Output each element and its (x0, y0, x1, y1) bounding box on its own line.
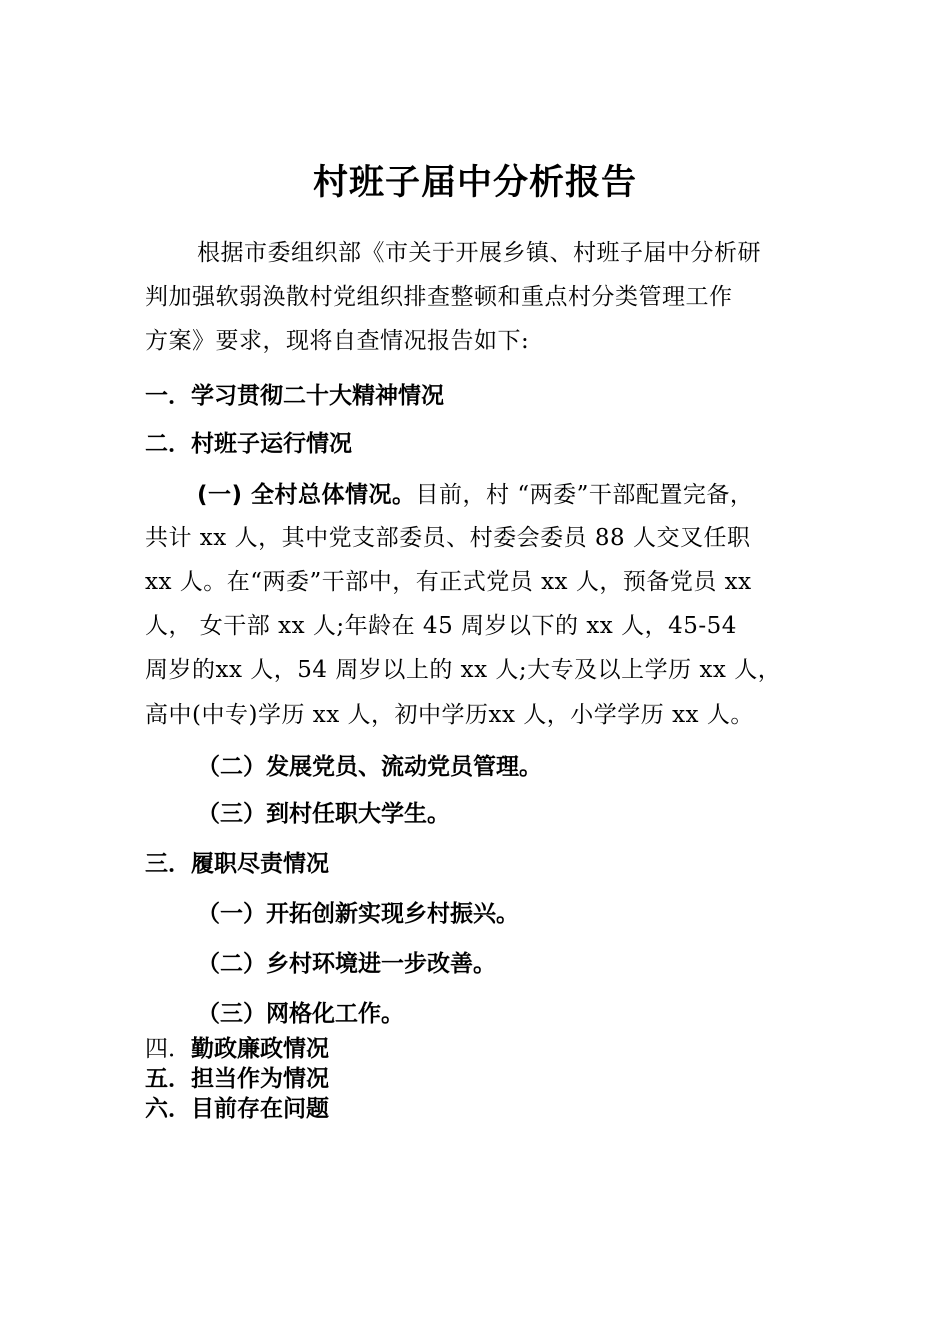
section-heading-6: 六．目前存在问题 (145, 1096, 329, 1122)
section-4-text: 勤政廉政情况 (191, 1036, 329, 1062)
paragraph-line-3: xx 人。在“两委”干部中，有正式党员 xx 人，预备党员 xx (145, 569, 752, 595)
intro-line-2: 判加强软弱涣散村党组织排查整顿和重点村分类管理工作 (145, 284, 733, 310)
subsection-heading-3-3: （三）网格化工作。 (197, 1001, 404, 1027)
subsection-heading-2-1: (一) 全村总体情况。 (197, 482, 416, 508)
paragraph-line-2: 共计 xx 人，其中党支部委员、村委会委员 88 人交叉任职 (145, 525, 751, 551)
subsection-heading-2-2: （二）发展党员、流动党员管理。 (197, 754, 542, 780)
section-heading-3: 三．履职尽责情况 (145, 851, 329, 877)
paragraph-line-1-text: 目前，村 “两委”干部配置完备， (415, 482, 754, 508)
section-4-number: 四． (145, 1036, 191, 1062)
paragraph-line-1 (197, 480, 753, 510)
section-heading-5: 五．担当作为情况 (145, 1066, 329, 1092)
document-title: 村班子届中分析报告 (312, 163, 637, 203)
paragraph-line-4: 人， 女干部 xx 人;年龄在 45 周岁以下的 xx 人，45-54 (145, 613, 737, 639)
intro-line-3: 方案》要求，现将自查情况报告如下: (145, 328, 530, 354)
paragraph-line-6: 高中(中专)学历 xx 人，初中学历xx 人，小学学历 xx 人。 (145, 702, 754, 728)
subsection-heading-2-3: （三）到村任职大学生。 (197, 801, 450, 827)
intro-line-1: 根据市委组织部《市关于开展乡镇、村班子届中分析研 (197, 240, 761, 266)
subsection-heading-3-1: （一）开拓创新实现乡村振兴。 (197, 901, 519, 927)
section-heading-2: 二．村班子运行情况 (145, 431, 352, 457)
subsection-heading-3-2: （二）乡村环境进一步改善。 (197, 951, 496, 977)
section-heading-1: 一．学习贯彻二十大精神情况 (145, 383, 444, 409)
paragraph-line-5: 周岁的xx 人，54 周岁以上的 xx 人;大专及以上学历 xx 人， (145, 657, 782, 683)
section-heading-4 (145, 1034, 329, 1064)
